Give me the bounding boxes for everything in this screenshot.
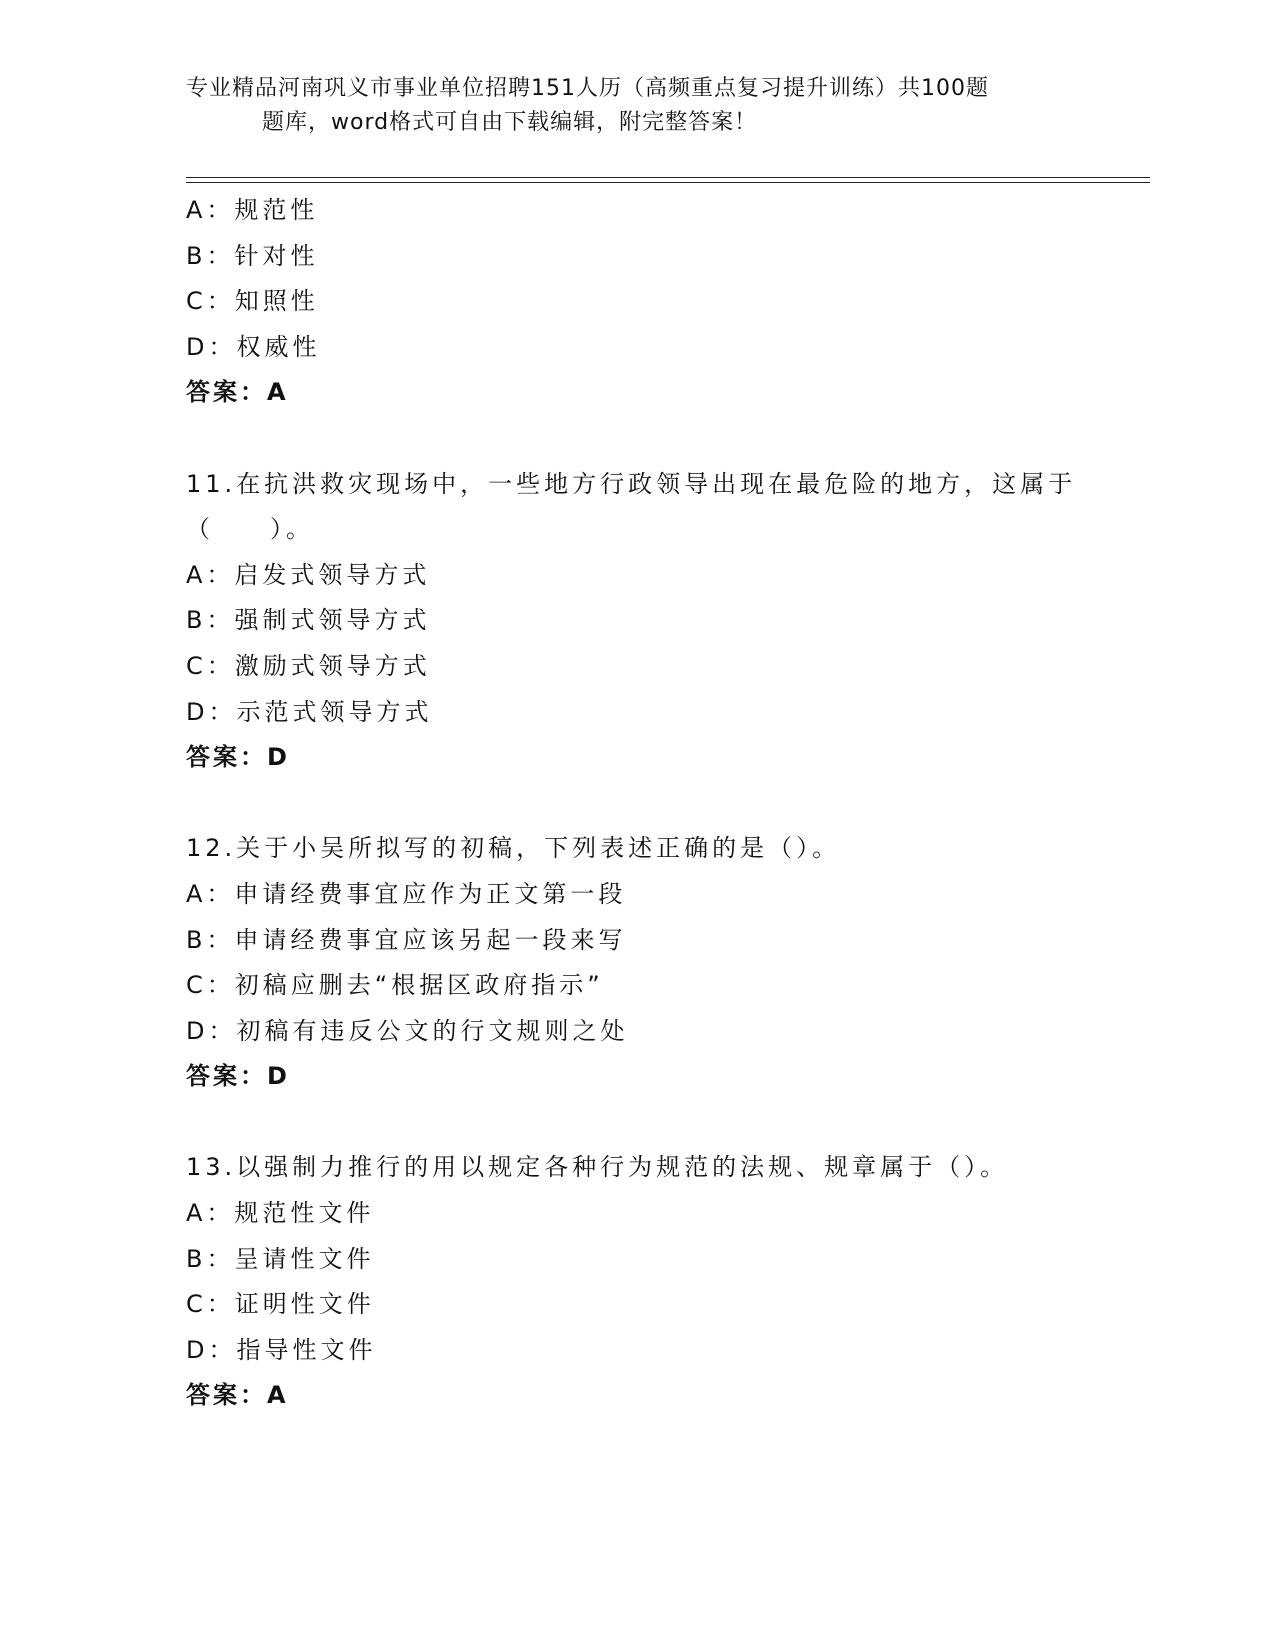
option-a: A：申请经费事宜应作为正文第一段 [186, 879, 627, 908]
spacer [186, 1100, 1106, 1146]
question-block-13 [186, 1145, 1106, 1419]
answer-line: 答案：D [186, 1062, 290, 1091]
document-body [186, 188, 1106, 1419]
header-rule-top [186, 177, 1150, 178]
document-header [186, 72, 1086, 140]
option-c: C：激励式领导方式 [186, 651, 431, 680]
answer-line: 答案：D [186, 743, 290, 772]
option-b: B：申请经费事宜应该另起一段来写 [186, 925, 627, 954]
option-d: D：指导性文件 [186, 1335, 377, 1364]
spacer [186, 416, 1106, 462]
answer-line: 答案：A [186, 378, 289, 407]
question-text: 11.在抗洪救灾现场中，一些地方行政领导出现在最危险的地方，这属于（ ）。 [186, 469, 1077, 544]
question-text: 13.以强制力推行的用以规定各种行为规范的法规、规章属于（）。 [186, 1153, 1009, 1182]
option-c: C：证明性文件 [186, 1290, 375, 1319]
option-a: A：启发式领导方式 [186, 560, 431, 589]
question-text: 12.关于小吴所拟写的初稿，下列表述正确的是（）。 [186, 834, 841, 863]
option-d: D：示范式领导方式 [186, 697, 433, 726]
option-b: B：呈请性文件 [186, 1244, 375, 1273]
question-block-10 [186, 188, 1106, 416]
option-c: C：知照性 [186, 287, 319, 316]
option-d: D：权威性 [186, 332, 321, 361]
spacer [186, 781, 1106, 827]
option-a: A：规范性文件 [186, 1199, 375, 1228]
option-b: B：针对性 [186, 241, 319, 270]
header-rule-bottom [186, 182, 1150, 183]
option-b: B：强制式领导方式 [186, 606, 431, 635]
answer-line: 答案：A [186, 1381, 289, 1410]
option-a: A：规范性 [186, 196, 319, 224]
header-title-line1: 专业精品河南巩义市事业单位招聘151人历（高频重点复习提升训练）共100题 [186, 76, 989, 101]
option-c: C：初稿应删去“根据区政府指示” [186, 971, 604, 1000]
header-title-line2: 题库，word格式可自由下载编辑，附完整答案！ [262, 110, 758, 135]
option-d: D：初稿有违反公文的行文规则之处 [186, 1016, 629, 1045]
question-block-12 [186, 826, 1106, 1100]
question-block-11 [186, 462, 1106, 781]
